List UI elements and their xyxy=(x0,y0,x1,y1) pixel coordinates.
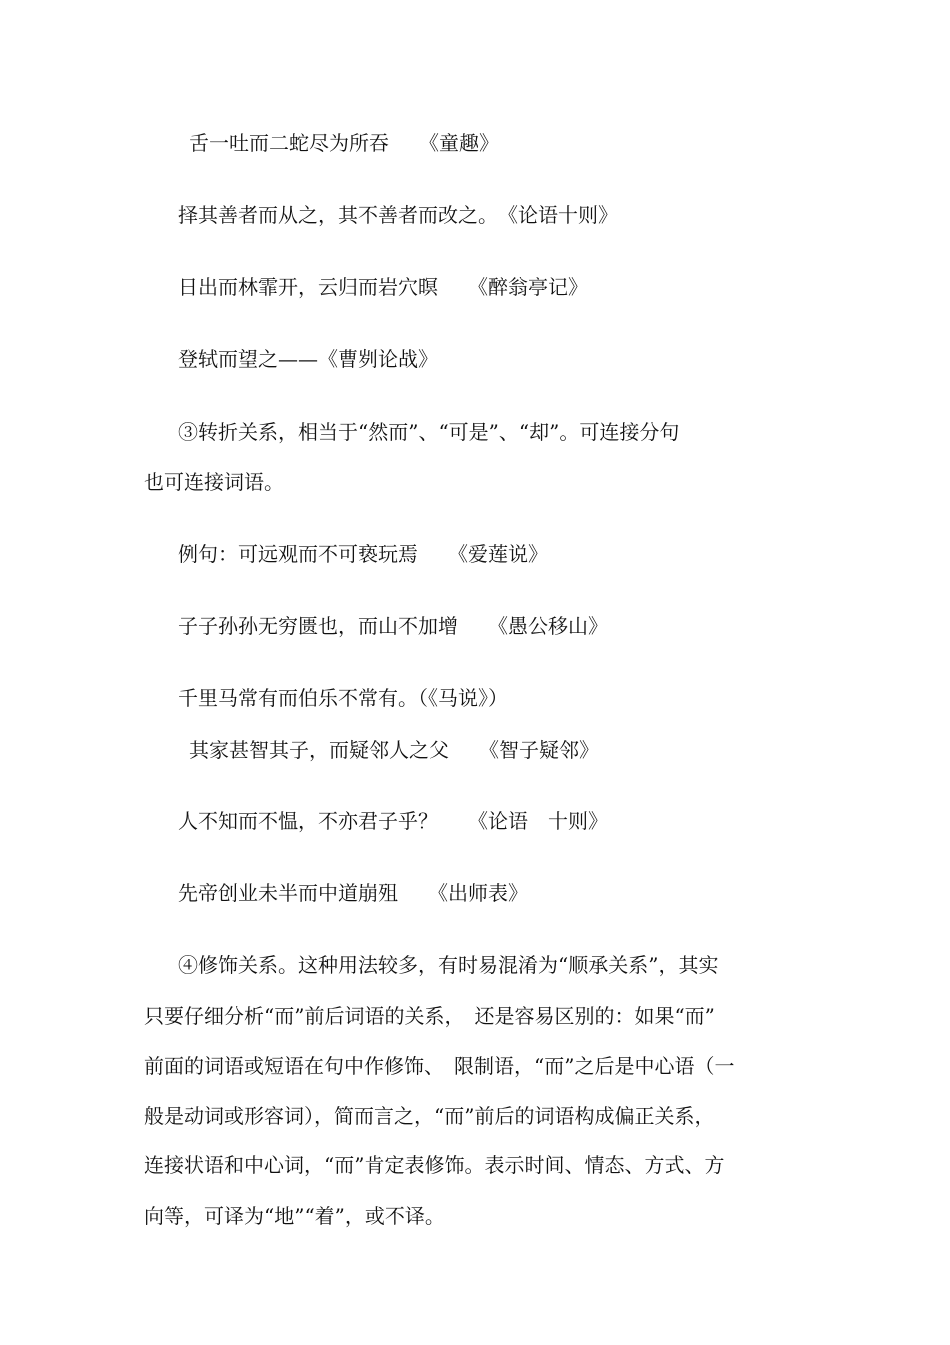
text-line-13: ④修饰关系。这种用法较多，有时易混淆为“顺承关系”，其实 xyxy=(178,953,719,977)
text-line-3: 日出而林霏开，云归而岩穴暝 《醉翁亭记》 xyxy=(178,275,588,299)
text-line-1: 舌一吐而二蛇尽为所吞 《童趣》 xyxy=(189,131,499,155)
text-line-18: 向等，可译为“地”“着”，或不译。 xyxy=(144,1204,445,1228)
text-line-9: 千里马常有而伯乐不常有。（《马说》） xyxy=(178,686,508,710)
text-line-11: 人不知而不愠，不亦君子乎？ 《论语 十则》 xyxy=(178,809,608,833)
text-line-2: 择其善者而从之，其不善者而改之。 《论语十则》 xyxy=(178,203,618,227)
text-line-15: 前面的词语或短语在句中作修饰、 限制语，“而”之后是中心语（一 xyxy=(144,1054,735,1078)
text-line-6: 也可连接词语。 xyxy=(144,470,284,494)
text-line-16: 般是动词或形容词），简而言之，“而”前后的词语构成偏正关系， xyxy=(144,1104,715,1128)
text-line-12: 先帝创业未半而中道崩殂 《出师表》 xyxy=(178,881,528,905)
text-line-17: 连接状语和中心词，“而”肯定表修饰。表示时间、情态、方式、方 xyxy=(144,1153,725,1177)
text-line-14: 只要仔细分析“而”前后词语的关系， 还是容易区别的：如果“而” xyxy=(144,1004,715,1028)
text-line-5: ③转折关系，相当于“然而”、“可是”、“却”。可连接分句 xyxy=(178,420,680,444)
text-line-7: 例句：可远观而不可亵玩焉 《爱莲说》 xyxy=(178,542,548,566)
text-line-10: 其家甚智其子，而疑邻人之父 《智子疑邻》 xyxy=(189,738,599,762)
text-line-8: 子子孙孙无穷匮也，而山不加增 《愚公移山》 xyxy=(178,614,608,638)
text-line-4: 登轼而望之——《曹刿论战》 xyxy=(178,347,438,371)
